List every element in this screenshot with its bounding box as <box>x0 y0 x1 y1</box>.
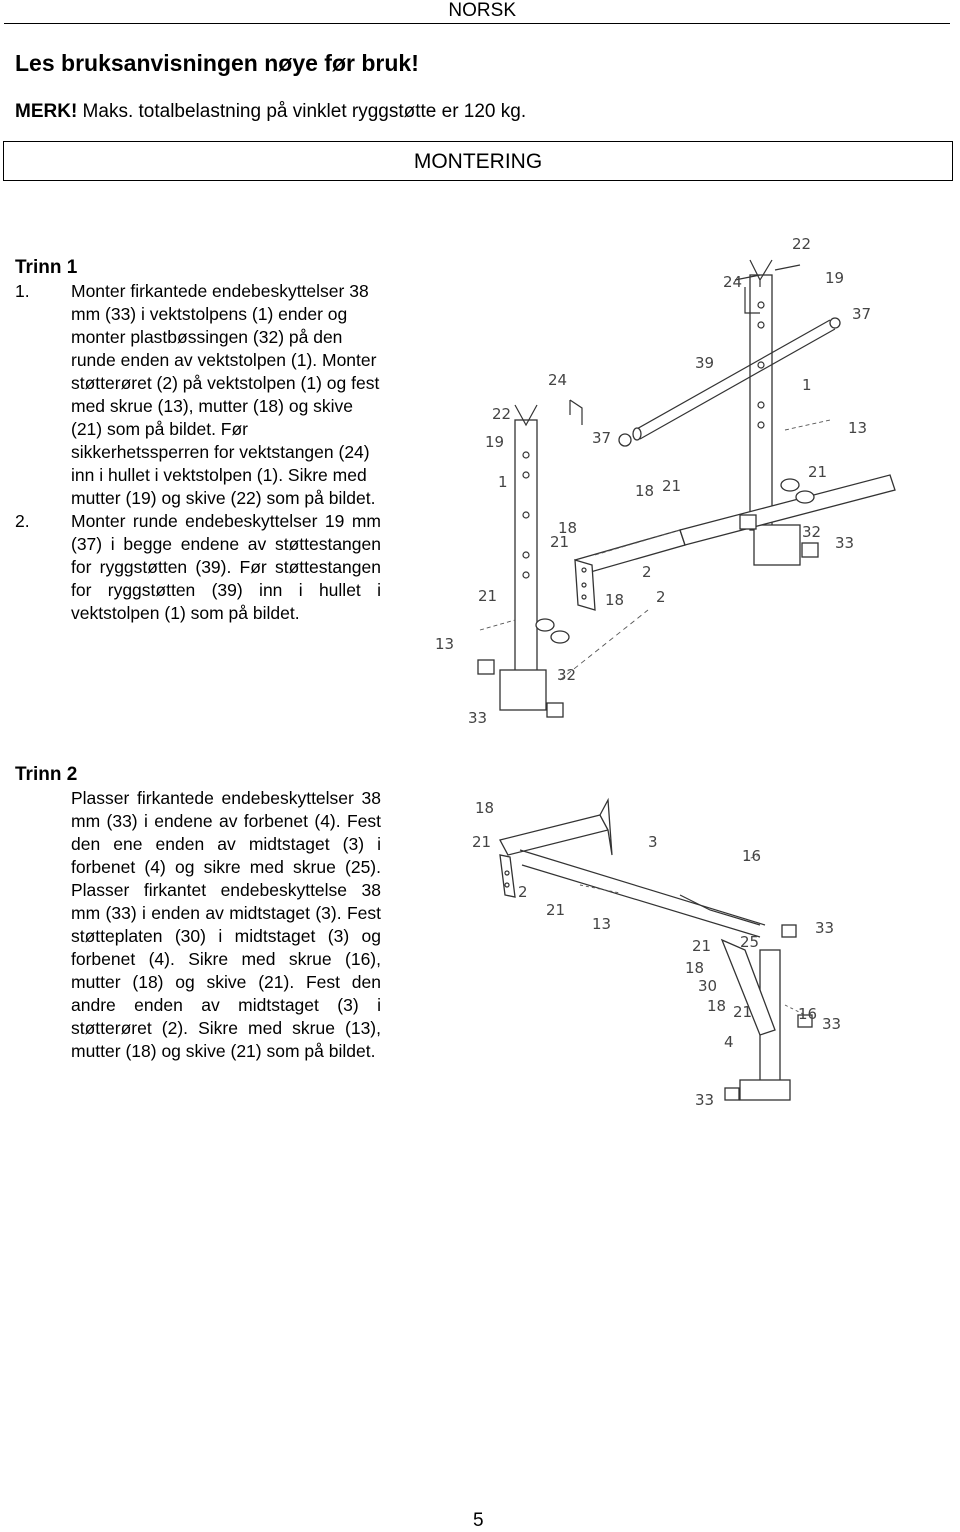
label-4: 4 <box>724 1033 734 1051</box>
label-37: 37 <box>852 305 872 323</box>
step1-item-1 <box>15 280 381 510</box>
step1-title: Trinn 1 <box>15 257 78 278</box>
note-label: MERK! <box>15 101 78 122</box>
label-33: 33 <box>835 534 855 552</box>
middle-brace <box>520 850 765 937</box>
support-tube-2 <box>500 800 612 897</box>
left-weight-post <box>500 400 582 710</box>
label-33: 33 <box>468 709 488 727</box>
label-21: 21 <box>546 901 566 919</box>
page-number: 5 <box>473 1510 484 1531</box>
step2-title: Trinn 2 <box>15 764 78 785</box>
label-1: 1 <box>498 473 508 491</box>
label-18: 18 <box>685 959 705 977</box>
label-37: 37 <box>592 429 612 447</box>
label-21: 21 <box>692 937 712 955</box>
label-19: 19 <box>485 433 505 451</box>
label-13: 13 <box>435 635 455 653</box>
step1-part-labels <box>435 235 871 727</box>
label-32: 32 <box>802 523 822 541</box>
label-30: 30 <box>698 977 718 995</box>
label-21: 21 <box>733 1003 753 1021</box>
label-21: 21 <box>662 477 682 495</box>
header-rule <box>4 23 950 24</box>
label-18: 18 <box>475 799 495 817</box>
step1-instructions <box>15 280 381 625</box>
step2-assembly-diagram <box>460 785 860 1115</box>
item-number: 2. <box>15 511 30 531</box>
label-2: 2 <box>642 563 652 581</box>
label-24: 24 <box>723 273 743 291</box>
label-2: 2 <box>518 883 528 901</box>
label-33: 33 <box>822 1015 842 1033</box>
step1-assembly-diagram <box>420 225 940 735</box>
label-18: 18 <box>558 519 578 537</box>
label-25: 25 <box>740 933 760 951</box>
label-13: 13 <box>848 419 868 437</box>
step1-item-2 <box>15 510 381 625</box>
label-24: 24 <box>548 371 568 389</box>
step2-instructions: Plasser firkantede endebeskyttelser 38 mm (33) i endene av forbenet (4). Fest den ene enden av midtstaget (3) i forbenet (4) og sikre med skrue (25). Plasser firkantet endebeskyttelse 38 mm (33) i enden av midtstaget (3). Fest støtteplaten (30) i midtstaget (3) og forbenet (4). Sikre med skrue (16), mutter (18) og skive (21). Fest den andre enden av midtstaget (3) i støtterøret (2). Sikre med skrue (13), mutter (18) og skive (21) som på bildet. <box>71 788 381 1061</box>
label-18: 18 <box>605 591 625 609</box>
warning-title: Les bruksanvisningen nøye før bruk! <box>15 50 419 76</box>
label-16: 16 <box>798 1005 818 1023</box>
language-header: NORSK <box>448 0 516 21</box>
label-39: 39 <box>695 354 715 372</box>
label-13: 13 <box>592 915 612 933</box>
item-text: Monter firkantede endebeskyttelser 38 mm (33) i vektstolpens (1) ender og monter plastbøssingen (32) på den runde enden av vektstolpen (1). Monter støtterøret (2) på vektstolpen (1) og fest med skrue (13), mutter (18) og skive (21) som på bildet. Før sikkerhetssperren for vektstangen (24) inn i hullet i vektstolpen (1). Sikre med mutter (19) og skive (22) som på bildet. <box>71 281 380 508</box>
label-22: 22 <box>492 405 512 423</box>
label-3: 3 <box>648 833 658 851</box>
label-32: 32 <box>557 666 577 684</box>
label-16: 16 <box>742 847 762 865</box>
note-text: Maks. totalbelastning på vinklet ryggstøtte er 120 kg. <box>77 101 527 122</box>
item-text: Monter runde endebeskyttelser 19 mm (37) i begge endene av støttestangen for ryggstøtten (39). Før støttestangen for ryggstøtten (39) inn i hullet i vektstolpen (1) som på bildet. <box>71 511 381 623</box>
label-21: 21 <box>472 833 492 851</box>
label-21: 21 <box>550 533 570 551</box>
label-19: 19 <box>825 269 845 287</box>
label-18: 18 <box>707 997 727 1015</box>
label-21: 21 <box>478 587 498 605</box>
item-number: 1. <box>15 281 30 301</box>
load-note <box>15 101 526 123</box>
label-22: 22 <box>792 235 812 253</box>
section-title: MONTERING <box>3 141 953 181</box>
label-33: 33 <box>695 1091 715 1109</box>
label-2: 2 <box>656 588 666 606</box>
label-21: 21 <box>808 463 828 481</box>
label-18: 18 <box>635 482 655 500</box>
label-1: 1 <box>802 376 812 394</box>
label-33: 33 <box>815 919 835 937</box>
